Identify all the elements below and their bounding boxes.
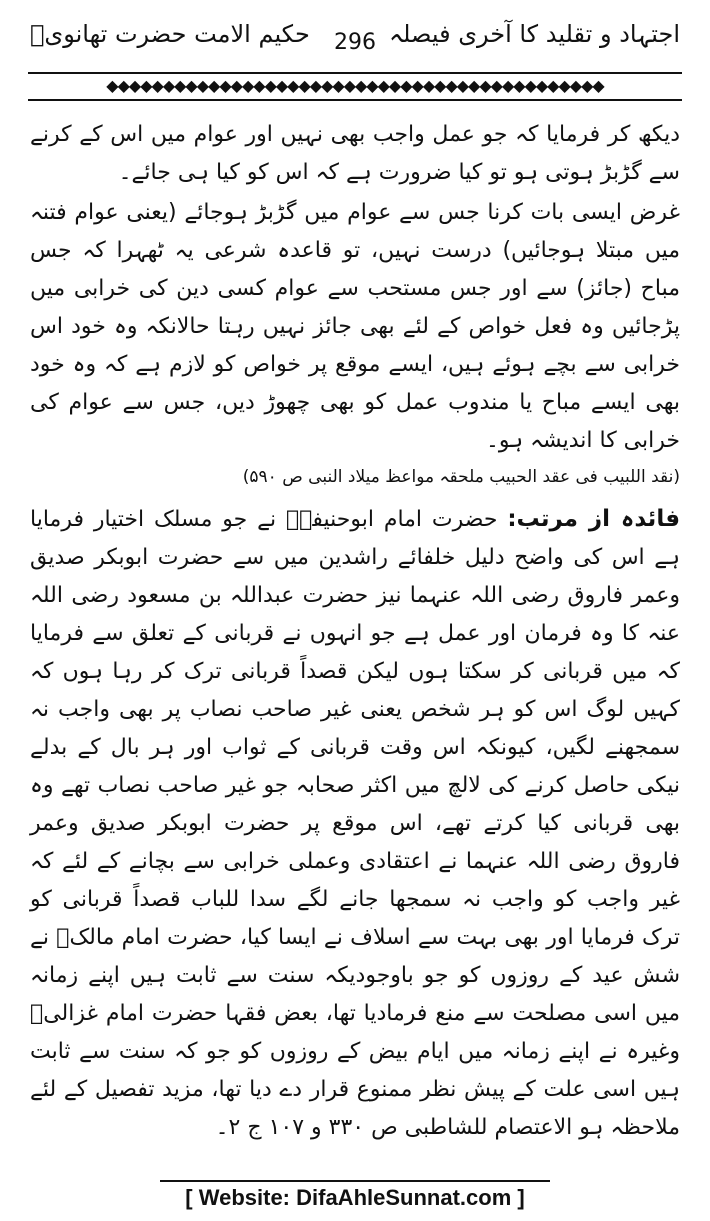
- page-header: [30, 14, 680, 64]
- header-rule-bottom: [28, 99, 682, 101]
- note-text: حضرت امام ابوحنیفہؒ نے جو مسلک اختیار فرمایا ہے اس کی واضح دلیل خلفائے راشدین میں سے حضرت ابوبکر صدیق وعمر فاروق رضی اللہ عنہما نیز حضرت عبداللہ بن مسعود رضی اللہ عنہ کا وہ فرمان اور عمل ہے جو انہوں نے قربانی کے تعلق سے فرمایا کہ میں قربانی کر سکتا ہوں لیکن قصداً قربانی ترک کر رہا ہوں کہ کہیں لوگ اس کو ہر شخص یعنی غیر صاحب نصاب پر بھی واجب نہ سمجھنے لگیں، کیونکہ اس وقت قربانی کے ثواب اور ہر بال کے بدلے نیکی حاصل کرنے کی لالچ میں اکثر صحابہ جو غیر صاحب نصاب تھے وہ بھی قربانی کیا کرتے تھے، اس موقع پر حضرت ابوبکر صدیق وعمر فاروق رضی اللہ عنہما نے اعتقادی وعملی خرابی سے بچانے کے لئے کہ غیر واجب کو واجب نہ سمجھا جانے لگے سدا للباب قصداً قربانی کو ترک فرمایا اور بھی بہت سے اسلاف نے ایسا کیا، حضرت امام مالکؒ نے شش عید کے روزوں کو جو باوجودیکہ سنت سے ثابت ہیں اپنے زمانہ میں اسی مصلحت سے منع فرمادیا تھا، بعض فقہا حضرت امام غزالیؒ وغیرہ نے اپنے زمانہ میں ایام بیض کے روزوں کو جو کہ سنت سے ثابت ہیں اسی علت کے پیش نظر ممنوع قرار دے دیا تھا، مزید تفصیل کے لئے ملاحظہ ہو الاعتصام للشاطبی ص ۳۳۰ و ۱۰۷ ج ۲۔: [30, 507, 680, 1140]
- ornament-divider: ◆◆◆◆◆◆◆◆◆◆◆◆◆◆◆◆◆◆◆◆◆◆◆◆◆◆◆◆◆◆◆◆◆◆◆◆◆◆◆◆◆◆◆◆: [106, 76, 604, 95]
- author-title: حکیم الامت حضرت تھانویؒ: [30, 20, 310, 48]
- page-body: [30, 116, 680, 1149]
- page-number: 296: [334, 30, 376, 55]
- note-paragraph: [30, 500, 680, 1147]
- paragraph-1: دیکھ کر فرمایا کہ جو عمل واجب بھی نہیں اور عوام میں اس کے کرنے سے گڑبڑ ہوتی ہو تو کیا ضرورت ہے کہ اس کو کیا ہی جائے۔: [30, 122, 680, 185]
- reference-citation: (نقد اللبیب فی عقد الحبیب ملحقہ مواعظ میلاد النبی ص ۵۹۰): [242, 467, 680, 487]
- paragraph-2: غرض ایسی بات کرنا جس سے عوام میں گڑبڑ ہوجائے (یعنی عوام فتنہ میں مبتلا ہوجائیں) درست نہیں، تو قاعدہ شرعی یہ ٹھہرا کہ جس مباح (جائز) سے اور جس مستحب سے عوام کسی دین کی خرابی میں پڑجائیں وہ فعل خواص کے لئے بھی جائز نہیں رہتا حالانکہ وہ خود اس خرابی سے بچے ہوئے ہیں، ایسے موقع پر خواص کو لازم ہے کہ وہ خود بھی ایسے مباح یا مندوب عمل کو بھی چھوڑ دیں، جس سے عوام کی خرابی کا اندیشہ ہو۔: [30, 200, 680, 453]
- note-label: فائدہ از مرتب:: [507, 506, 681, 532]
- book-section-title: اجتہاد و تقلید کا آخری فیصلہ: [389, 20, 680, 48]
- website-footer: [ Website: DifaAhleSunnat.com ]: [160, 1180, 550, 1214]
